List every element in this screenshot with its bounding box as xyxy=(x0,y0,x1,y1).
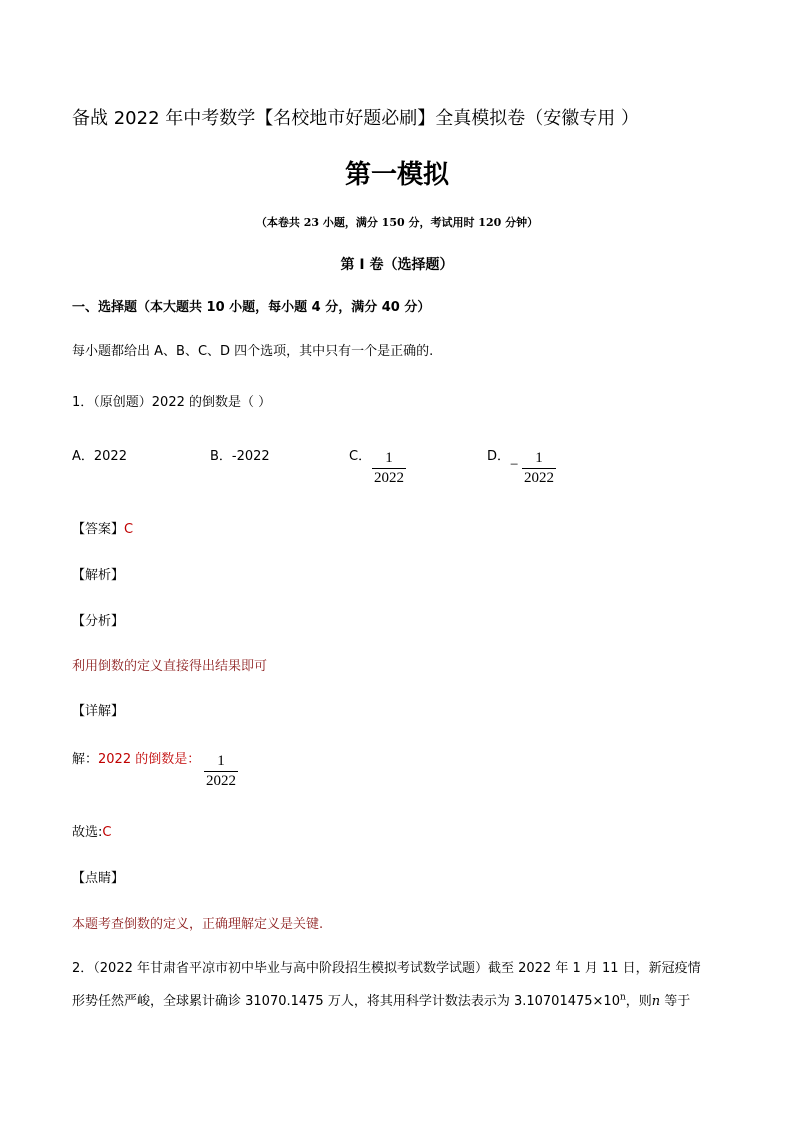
q1-detail-fraction xyxy=(204,752,238,791)
q1-option-d-fraction xyxy=(522,449,556,488)
fraction-numerator: 1 xyxy=(535,450,543,466)
q1-fenxi-text: 利用倒数的定义直接得出结果即可 xyxy=(72,659,268,674)
detail-prefix: 解： xyxy=(72,752,99,767)
q2-text-a: 形势任然严峻，全球累计确诊 31070.1475 万人，将其用科学计数法表示为 3.10701475×10 xyxy=(72,994,620,1009)
q1-option-b: B．-2022 xyxy=(210,449,270,464)
q2-variable: n xyxy=(651,994,661,1009)
volume-heading: 第 I 卷（选择题） xyxy=(340,257,454,273)
q2-exponent: n xyxy=(619,992,626,1003)
q2-stem-line2 xyxy=(72,990,690,1009)
exam-subtitle: 第一模拟 xyxy=(344,160,449,190)
q1-fenxi-label: 【分析】 xyxy=(72,614,125,629)
q1-option-c: C． xyxy=(349,449,372,464)
choose-label: 故选: xyxy=(72,825,103,840)
q1-analysis-label: 【解析】 xyxy=(72,568,125,583)
fraction-numerator: 1 xyxy=(385,450,393,466)
q1-option-a: A．2022 xyxy=(72,449,127,464)
q1-stem: 1．（原创题）2022 的倒数是（ ） xyxy=(72,395,272,410)
fraction-denominator: 2022 xyxy=(374,470,404,486)
fraction-numerator: 1 xyxy=(217,753,225,769)
detail-text: 2022 的倒数是： xyxy=(98,752,201,767)
q1-comment-text: 本题考查倒数的定义，正确理解定义是关键. xyxy=(72,917,324,932)
q1-choose xyxy=(72,821,111,840)
q2-stem-line1: 2．（2022 年甘肃省平凉市初中毕业与高中阶段招生模拟考试数学试题）截至 2022 年 1 月 11 日，新冠疫情 xyxy=(72,961,701,976)
q1-option-d-minus: − xyxy=(510,457,519,473)
q1-comment-label: 【点睛】 xyxy=(72,871,125,886)
fraction-denominator: 2022 xyxy=(524,470,554,486)
choose-value: C xyxy=(102,825,112,840)
q1-detail-label: 【详解】 xyxy=(72,704,125,719)
q1-option-d: D． xyxy=(487,449,511,464)
exam-note: （本卷共 23 小题，满分 150 分，考试用时 120 分钟） xyxy=(255,216,539,229)
q2-text-b: ，则 xyxy=(625,994,652,1009)
exam-title: 备战 2022 年中考数学【名校地市好题必刷】全真模拟卷（安徽专用 ） xyxy=(72,108,639,129)
q1-answer xyxy=(72,518,133,537)
answer-label: 【答案】 xyxy=(72,522,125,537)
answer-value: C xyxy=(124,522,134,537)
fraction-denominator: 2022 xyxy=(206,773,236,789)
q1-option-c-fraction xyxy=(372,449,406,488)
q2-text-c: 等于 xyxy=(660,994,691,1009)
section-heading: 一、选择题（本大题共 10 小题，每小题 4 分，满分 40 分） xyxy=(72,300,431,315)
q1-detail-line xyxy=(72,748,200,767)
section-instruction: 每小题都给出 A、B、C、D 四个选项，其中只有一个是正确的. xyxy=(72,344,434,359)
